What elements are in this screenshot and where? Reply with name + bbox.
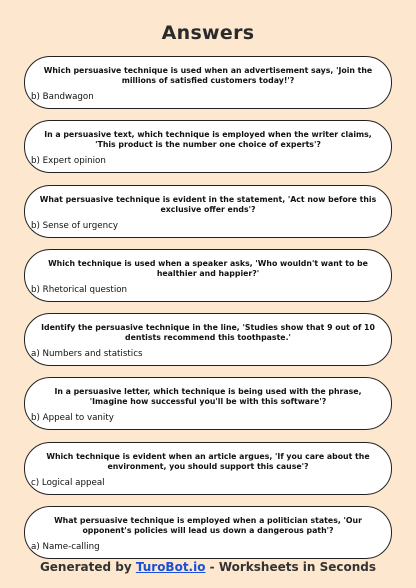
answer-text: b) Bandwagon bbox=[31, 92, 94, 102]
answer-card bbox=[24, 506, 392, 559]
answer-text: b) Rhetorical question bbox=[31, 284, 128, 295]
question-text: Identify the persuasive technique in the line, 'Studies show that 9 out of 10 dentists recommend this toothpaste.' bbox=[41, 323, 375, 343]
footer-prefix: Generated by bbox=[39, 560, 136, 574]
footer bbox=[0, 560, 416, 574]
answer-card bbox=[24, 442, 392, 495]
question-text: Which technique is used when a speaker asks, 'Who wouldn't want to be healthier and happier?' bbox=[48, 258, 368, 278]
answer-text: a) Name-calling bbox=[31, 542, 100, 553]
answer-list bbox=[24, 56, 392, 570]
answer-card bbox=[24, 120, 392, 173]
answer-text: a) Numbers and statistics bbox=[31, 349, 143, 360]
answer-card bbox=[24, 249, 392, 302]
answer-text: b) Appeal to vanity bbox=[31, 413, 114, 424]
answer-text: b) Sense of urgency bbox=[31, 220, 119, 231]
turobot-link[interactable]: TuroBot.io bbox=[135, 560, 206, 574]
question-text: In a persuasive text, which technique is employed when the writer claims, 'This product is the number one choice of experts'? bbox=[44, 130, 372, 150]
answer-card bbox=[24, 377, 392, 430]
answer-text: b) Expert opinion bbox=[31, 156, 106, 167]
footer-suffix: - Worksheets in Seconds bbox=[205, 560, 377, 574]
question-text: In a persuasive letter, which technique is being used with the phrase, 'Imagine how successful you'll be with this software'? bbox=[54, 387, 362, 407]
answer-text: c) Logical appeal bbox=[31, 477, 105, 488]
question-text: What persuasive technique is employed when a politician states, 'Our opponent's policies will lead us down a dangerous path'? bbox=[54, 516, 362, 536]
question-text: What persuasive technique is evident in the statement, 'Act now before this exclusive offer ends'? bbox=[39, 194, 377, 214]
answer-card bbox=[24, 56, 392, 109]
answer-card bbox=[24, 313, 392, 366]
page-title: Answers bbox=[161, 22, 255, 44]
question-text: Which persuasive technique is used when an advertisement says, 'Join the millions of satisfied customers today!'? bbox=[43, 66, 373, 85]
question-text: Which technique is evident when an article argues, 'If you care about the environment, you should support this cause'? bbox=[46, 451, 370, 471]
answer-card bbox=[24, 185, 392, 238]
